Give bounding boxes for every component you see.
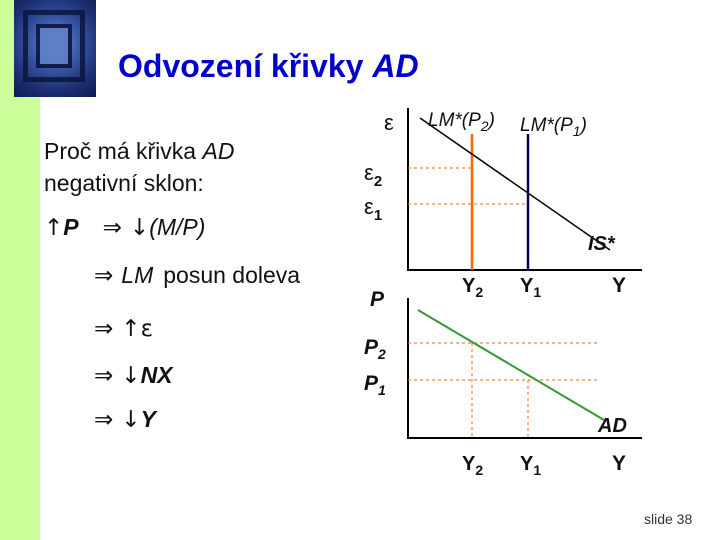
implies-icon: ⇒ <box>94 407 114 433</box>
step-2-text: posun doleva <box>163 262 301 288</box>
eps1-label: $\varepsilon_1$ <box>364 194 383 224</box>
implies-icon: ⇒ <box>94 363 114 389</box>
upper-y1-label: $Y_1$ <box>520 275 542 300</box>
step-1-mp: (M/P) <box>149 214 206 240</box>
slide-number: slide 38 <box>644 511 693 527</box>
up-arrow-icon: ↑ <box>44 215 64 241</box>
step-2-lm: LM <box>121 262 154 288</box>
explanation-line-2: negativní sklon: <box>44 170 204 196</box>
explanation-line-1-ad: AD <box>202 138 235 164</box>
eps2-label: $\varepsilon_2$ <box>364 160 383 190</box>
step-3-epsilon: ε <box>140 316 153 342</box>
lower-y1-label: $Y_1$ <box>520 453 542 478</box>
title-main: Odvození křivky <box>118 48 373 84</box>
up-arrow-icon: ↑ <box>121 316 141 342</box>
lower-y2-label: $Y_2$ <box>462 453 484 478</box>
ad-label: AD <box>598 415 627 437</box>
ad-curve <box>418 310 604 420</box>
explanation-line-1-text: Proč má křivka <box>44 138 203 164</box>
down-arrow-icon: ↓ <box>121 407 141 433</box>
lm-p2-label: $LM*(P_2)$ <box>428 110 495 134</box>
lower-y-axis-label: P <box>370 288 385 311</box>
p2-label: $P_2$ <box>364 336 386 362</box>
implies-icon: ⇒ <box>94 263 114 289</box>
is-curve <box>420 118 610 250</box>
implies-icon: ⇒ <box>94 316 114 342</box>
lower-x-axis-label: Y <box>612 452 627 475</box>
implies-icon: ⇒ <box>102 215 122 241</box>
upper-y2-label: $Y_2$ <box>462 275 484 300</box>
down-arrow-icon: ↓ <box>121 363 141 389</box>
upper-y-axis-label: ε <box>384 110 394 135</box>
step-5-y: Y <box>140 406 156 432</box>
upper-x-axis-label: Y <box>612 274 627 297</box>
p1-label: $P_1$ <box>364 372 386 398</box>
title-ad: AD <box>372 48 419 84</box>
is-label: IS* <box>588 233 615 255</box>
step-4-nx: NX <box>140 362 173 388</box>
lm-p1-label: $LM*(P_1)$ <box>520 115 587 139</box>
down-arrow-icon: ↓ <box>129 215 150 241</box>
step-1-p: P <box>63 214 79 240</box>
